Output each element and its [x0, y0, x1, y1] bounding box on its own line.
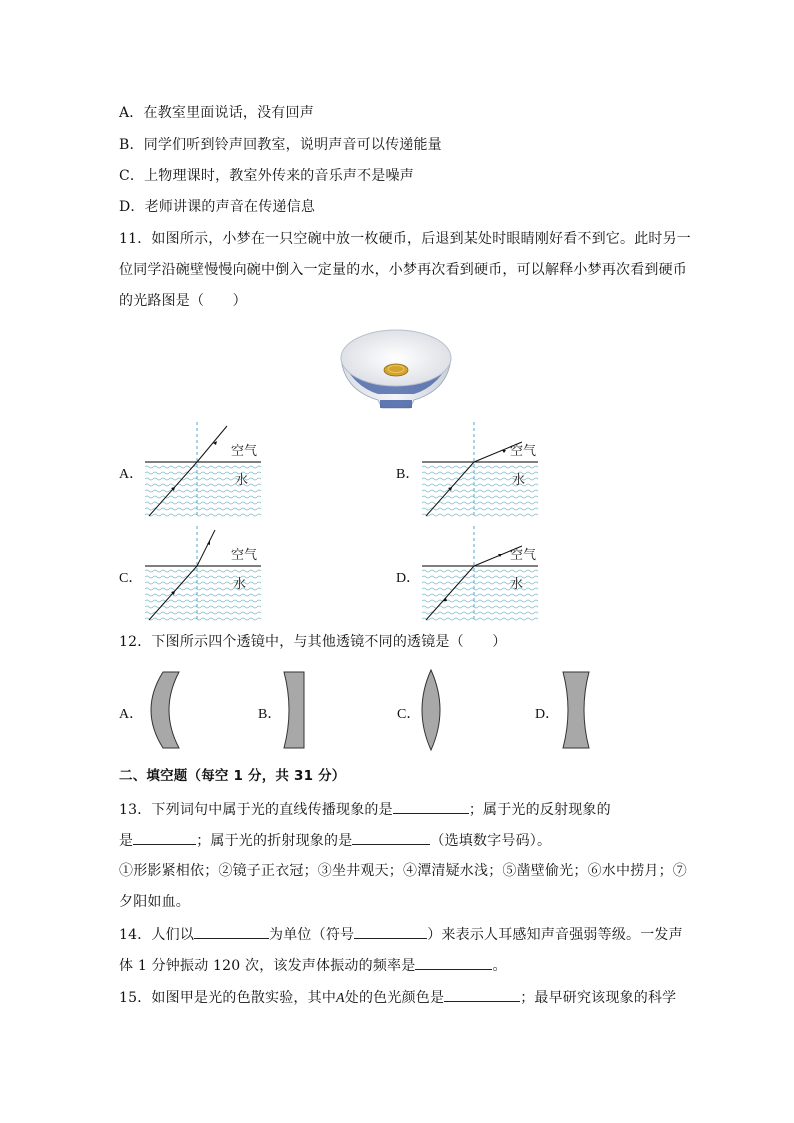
lens-a-shape — [145, 670, 185, 750]
q11-option-c-label: C． — [119, 571, 143, 586]
q13-blank-1[interactable] — [393, 799, 469, 814]
light-path-diagram-a — [145, 422, 265, 518]
q14-line1 — [119, 924, 683, 944]
light-path-diagram-d — [422, 526, 542, 622]
q15-text-2: 处的色光颜色是 — [344, 990, 445, 1006]
q10-option-b: B．同学们听到铃声回教室，说明声音可以传递能量 — [119, 137, 442, 153]
q11-option-a-label: A． — [119, 467, 144, 482]
q12-option-d-label: D． — [535, 707, 560, 722]
q13-blank-2[interactable] — [133, 830, 196, 845]
q11-stem-line2: 位同学沿碗壁慢慢向碗中倒入一定量的水，小梦再次看到硬币，可以解释小梦再次看到硬币 — [119, 262, 687, 278]
q13-text-3: 是 — [119, 833, 134, 849]
water-label: 水 — [510, 577, 524, 592]
q13-text-4: ；属于光的折射现象的是 — [196, 833, 353, 849]
q10-option-d: D．老师讲课的声音在传递信息 — [119, 199, 316, 215]
q11-stem-line1: 11．如图所示，小梦在一只空碗中放一枚硬币，后退到某处时眼睛刚好看不到它。此时另一 — [119, 231, 692, 247]
q14-text-4: 体 1 分钟振动 120 次，该发声体振动的频率是 — [119, 958, 416, 974]
water-label: 水 — [233, 577, 247, 592]
q13-text-2: ；属于光的反射现象的 — [468, 802, 611, 818]
light-path-diagram-c — [145, 526, 265, 622]
q14-text-1: 14．人们以 — [119, 927, 195, 943]
q15-text-1: 15．如图甲是光的色散实验，其中 — [119, 990, 337, 1006]
q13-line2 — [119, 830, 551, 850]
q14-line2 — [119, 955, 507, 975]
q11-option-d-label: D． — [396, 571, 421, 586]
q13-blank-3[interactable] — [352, 830, 430, 845]
q12-option-c-label: C． — [397, 707, 421, 722]
section-2-heading: 二、填空题（每空 1 分，共 31 分） — [119, 768, 346, 784]
q13-line3: ①形影紧相依；②镜子正衣冠；③坐井观天；④潭清疑水浅；⑤凿壁偷光；⑥水中捞月；⑦ — [119, 863, 687, 879]
water-label: 水 — [235, 473, 249, 488]
lens-b-shape — [282, 670, 306, 750]
air-label: 空气 — [231, 548, 258, 563]
q13-text-5: （选填数字号码）。 — [430, 833, 552, 849]
q13-text-1: 13．下列词句中属于光的直线传播现象的是 — [119, 802, 393, 818]
q10-option-c: C．上物理课时，教室外传来的音乐声不是噪声 — [119, 168, 414, 184]
q11-option-b-label: B． — [396, 467, 420, 482]
q15-variable-a: A — [336, 991, 345, 1006]
air-label: 空气 — [510, 548, 537, 563]
q14-blank-1[interactable] — [194, 924, 269, 939]
q14-text-5: 。 — [492, 958, 507, 974]
q11-stem-line3: 的光路图是（ ） — [119, 293, 247, 309]
q12-option-b-label: B． — [258, 707, 282, 722]
q14-blank-2[interactable] — [354, 924, 427, 939]
q15-blank-1[interactable] — [444, 987, 520, 1002]
q15-line1 — [119, 987, 676, 1008]
bowl-with-coin-image — [338, 328, 454, 410]
lens-d-shape — [561, 670, 591, 750]
lens-c-shape — [419, 668, 443, 752]
q10-option-a: A．在教室里面说话，没有回声 — [119, 105, 314, 121]
q13-line4: 夕阳如血。 — [119, 894, 190, 910]
air-label: 空气 — [510, 444, 537, 459]
air-label: 空气 — [231, 444, 258, 459]
q14-text-3: ）来表示人耳感知声音强弱等级。一发声 — [427, 927, 683, 943]
q12-option-a-label: A． — [119, 707, 144, 722]
light-path-diagram-b — [422, 422, 542, 518]
q14-blank-3[interactable] — [415, 955, 492, 970]
water-label: 水 — [512, 473, 526, 488]
q14-text-2: 为单位（符号 — [269, 927, 355, 943]
q15-text-3: ；最早研究该现象的科学 — [520, 990, 677, 1006]
q12-stem: 12．下图所示四个透镜中，与其他透镜不同的透镜是（ ） — [119, 634, 507, 650]
q13-line1 — [119, 799, 611, 819]
